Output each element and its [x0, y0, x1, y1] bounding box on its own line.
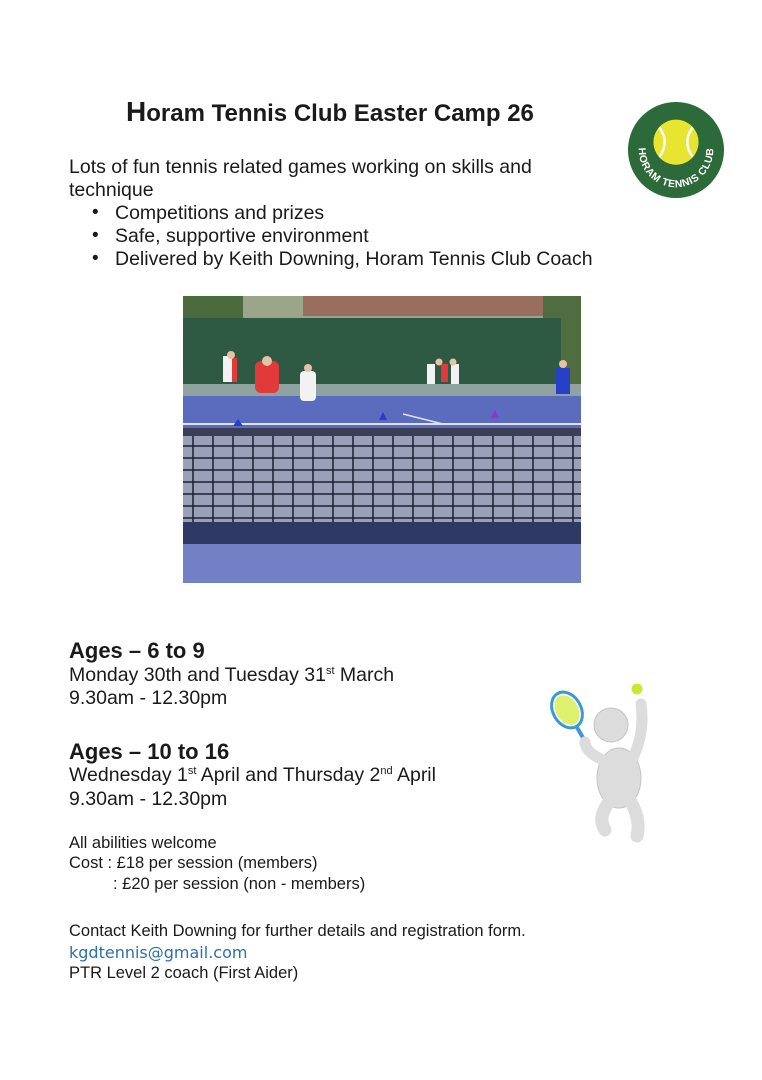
session1-dates-part: Monday 30th and Tuesday 31 [69, 664, 326, 686]
session2-dates [69, 764, 436, 787]
tennis-ball-icon [653, 120, 698, 165]
session2-dates-part: April and Thursday 2 [196, 764, 381, 786]
session1-dates-part: March [334, 664, 395, 686]
coach-qualification: PTR Level 2 coach (First Aider) [69, 964, 299, 982]
intro-text: Lots of fun tennis related games working on skills and technique [69, 156, 532, 201]
abilities-text: All abilities welcome [69, 834, 217, 852]
session2-dates-part: April [392, 764, 436, 786]
session2-time: 9.30am - 12.30pm [69, 788, 228, 810]
session2-heading: Ages – 10 to 16 [69, 739, 230, 764]
feature-list [92, 202, 593, 271]
session2-dates-sup: nd [380, 765, 393, 777]
club-logo [627, 101, 725, 199]
session1-dates-sup: st [325, 665, 335, 677]
list-item: • Safe, supportive environment [92, 225, 593, 248]
list-item: • Delivered by Keith Downing, Horam Tennis Club Coach [92, 248, 593, 271]
session2-dates-sup: st [187, 765, 197, 777]
title-rest: oram Tennis Club Easter Camp 26 [146, 100, 534, 127]
cost-nonmembers: : £20 per session (non - members) [113, 875, 366, 893]
session1-time: 9.30am - 12.30pm [69, 687, 228, 709]
contact-text: Contact Keith Downing for further details and registration form. [69, 922, 526, 940]
tennis-court-photo [183, 296, 581, 583]
session1-dates [69, 664, 394, 687]
session2-dates-part: Wednesday 1 [69, 764, 188, 786]
logo-text: HORAM TENNIS CLUB [635, 147, 717, 191]
email-link[interactable]: kgdtennis@gmail.com [69, 943, 248, 962]
tennis-ball-icon [632, 684, 643, 695]
title-initial: H [126, 96, 147, 127]
cost-members: Cost : £18 per session (members) [69, 854, 318, 872]
session1-heading: Ages – 6 to 9 [69, 638, 205, 663]
list-item: • Competitions and prizes [92, 202, 593, 225]
page-title [126, 96, 534, 128]
tennis-player-figure-icon [545, 680, 665, 845]
